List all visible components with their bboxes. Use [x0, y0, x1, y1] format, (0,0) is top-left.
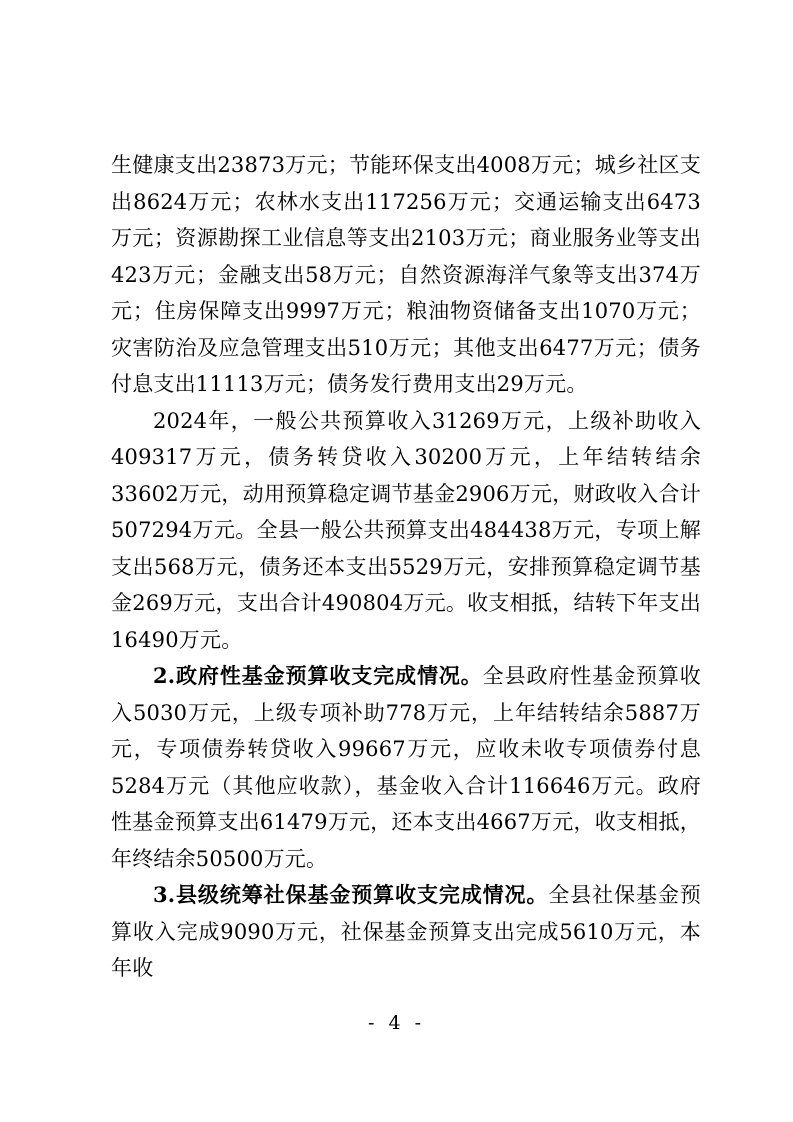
- paragraph-expenditure-details: [111, 147, 701, 403]
- section-heading: 3.县级统筹社保基金预算收支完成情况。: [153, 882, 549, 907]
- paragraph-text: 全县社保基金预算收入完成9090万元，社保基金预算支出完成5610万元，本年收: [111, 883, 701, 980]
- paragraph-general-budget-2024: [111, 403, 701, 659]
- body-text: [111, 147, 701, 987]
- paragraph-social-security-fund-budget: [111, 877, 701, 987]
- section-heading: 2.政府性基金预算收支完成情况。: [153, 663, 483, 688]
- page-number: - 4 -: [367, 1012, 425, 1034]
- paragraph-text: 全县政府性基金预算收入5030万元，上级专项补助778万元，上年结转结余5887万元，专项债券转贷收入99667万元，应收未收专项债券付息5284万元（其他应收款），基金收入合计116646万元。政府性基金预算支出61479万元，还本支出4667万元，收支相抵，年终结余50500万元。: [111, 664, 701, 871]
- paragraph-government-fund-budget: [111, 658, 701, 877]
- paragraph-text: 2024年，一般公共预算收入31269万元，上级补助收入409317万元，债务转贷收入30200万元，上年结转结余33602万元，动用预算稳定调节基金2906万元，财政收入合计507294万元。全县一般公共预算支出484438万元，专项上解支出568万元，债务还本支出5529万元，安排预算稳定调节基金269万元，支出合计490804万元。收支相抵，结转下年支出16490万元。: [111, 408, 701, 652]
- paragraph-text: 生健康支出23873万元；节能环保支出4008万元；城乡社区支出8624万元；农林水支出117256万元；交通运输支出6473万元；资源勘探工业信息等支出2103万元；商业服务业等支出423万元；金融支出58万元；自然资源海洋气象等支出374万元；住房保障支出9997万元；粮油物资储备支出1070万元；灾害防治及应急管理支出510万元；其他支出6477万元；债务付息支出11113万元；债务发行费用支出29万元。: [111, 153, 701, 396]
